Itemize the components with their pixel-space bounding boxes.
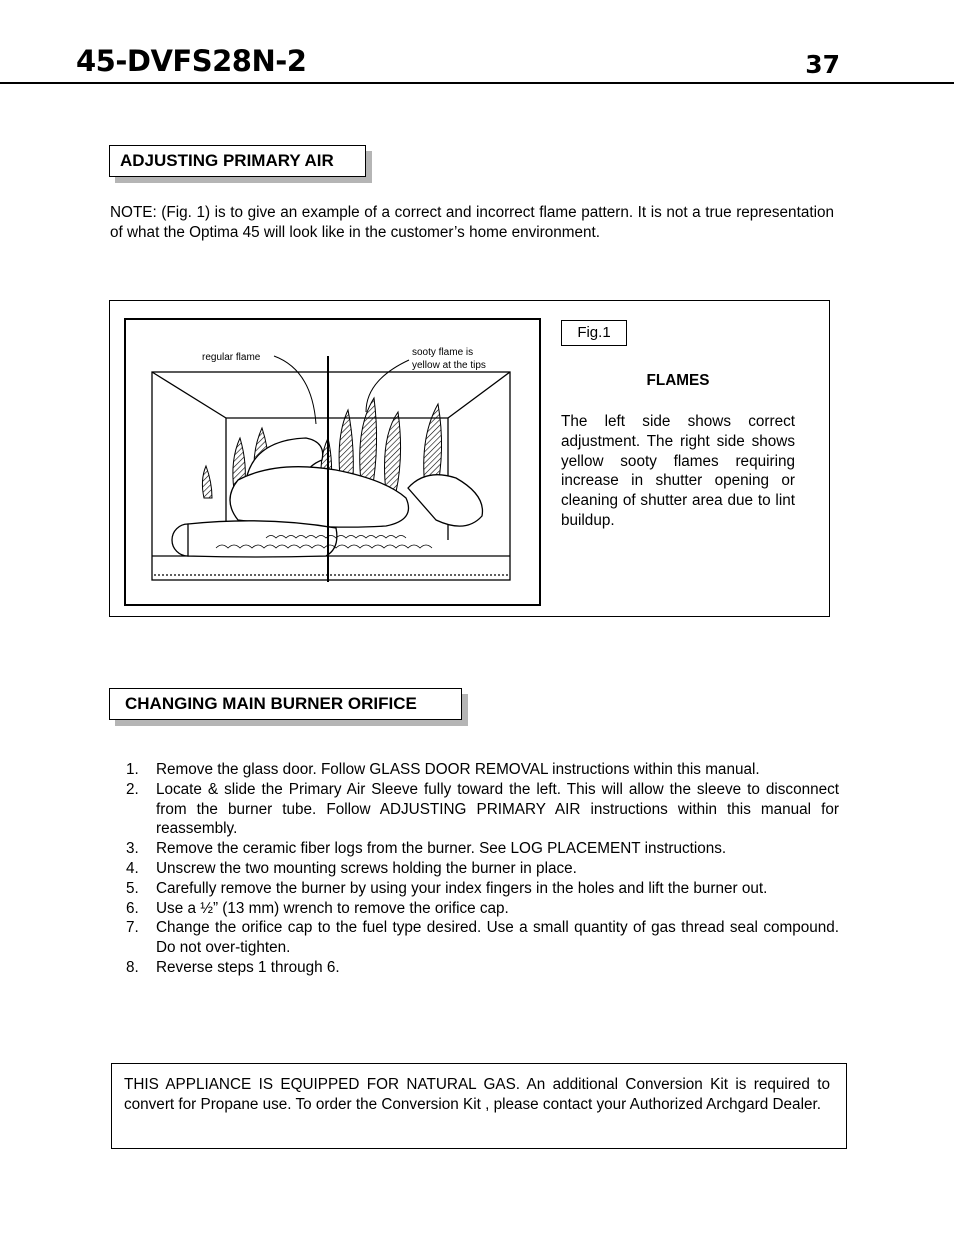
flames-description: The left side shows correct adjustment. The right side shows yellow sooty flames requiring increase in shutter opening or cleaning of shutter area due to lint buildup. <box>561 413 795 529</box>
step-number: 7. <box>126 919 139 937</box>
step-text: Change the orifice cap to the fuel type desired. Use a small quantity of gas thread seal compound. Do not over-tighten. <box>156 919 839 957</box>
list-item <box>118 760 839 780</box>
sooty-flame-label-line1: sooty flame is <box>412 347 474 358</box>
list-item <box>118 899 839 919</box>
label-leaders <box>274 356 409 424</box>
figure-tag: Fig.1 <box>561 320 627 346</box>
note-paragraph: NOTE: (Fig. 1) is to give an example of a correct and incorrect flame pattern. It is not a true representation of what the Optima 45 will look like in the customer’s home environment. <box>110 204 834 241</box>
step-number: 2. <box>126 780 139 798</box>
list-item <box>118 839 839 859</box>
list-item <box>118 879 839 899</box>
step-number: 4. <box>126 859 139 877</box>
list-item <box>118 780 839 839</box>
section-heading-label: CHANGING MAIN BURNER ORIFICE <box>125 694 417 713</box>
document-title: 45-DVFS28N-2 <box>76 44 307 78</box>
list-item <box>118 958 839 978</box>
flames-heading: FLAMES <box>646 372 710 389</box>
step-text: Use a ½” (13 mm) wrench to remove the orifice cap. <box>156 899 509 917</box>
step-text: Locate & slide the Primary Air Sleeve fully toward the left. This will allow the sleeve to disconnect from the burner tube. Follow ADJUSTING PRIMARY AIR instructions within this manual for reassembly. <box>156 780 839 838</box>
list-item <box>118 918 839 958</box>
step-number: 8. <box>126 958 139 976</box>
step-text: Unscrew the two mounting screws holding the burner in place. <box>156 859 577 877</box>
list-item <box>118 859 839 879</box>
orifice-steps-list <box>118 760 839 978</box>
section-heading-changing-orifice <box>109 688 462 720</box>
step-number: 3. <box>126 840 139 858</box>
sooty-flame-label-line2: yellow at the tips <box>412 360 486 371</box>
step-text: Remove the glass door. Follow GLASS DOOR REMOVAL instructions within this manual. <box>156 761 760 778</box>
step-number: 5. <box>126 879 139 897</box>
step-number: 1. <box>126 761 139 778</box>
flame-illustration <box>124 318 541 606</box>
step-number: 6. <box>126 899 139 917</box>
header-divider <box>0 82 954 84</box>
step-text: Remove the ceramic fiber logs from the burner. See LOG PLACEMENT instructions. <box>156 840 727 858</box>
section-heading-label: ADJUSTING PRIMARY AIR <box>120 151 334 170</box>
fireplace-drawing <box>126 320 539 604</box>
section-heading-adjusting-primary-air <box>109 145 366 177</box>
step-text: Carefully remove the burner by using your index fingers in the holes and lift the burner out. <box>156 879 768 897</box>
conversion-kit-notice: THIS APPLIANCE IS EQUIPPED FOR NATURAL GAS. An additional Conversion Kit is required to convert for Propane use. To order the Conversion Kit , please contact your Authorized Archgard Dealer. <box>111 1063 847 1149</box>
page-number: 37 <box>805 50 840 79</box>
regular-flame-label: regular flame <box>202 352 261 363</box>
step-text: Reverse steps 1 through 6. <box>156 958 340 976</box>
